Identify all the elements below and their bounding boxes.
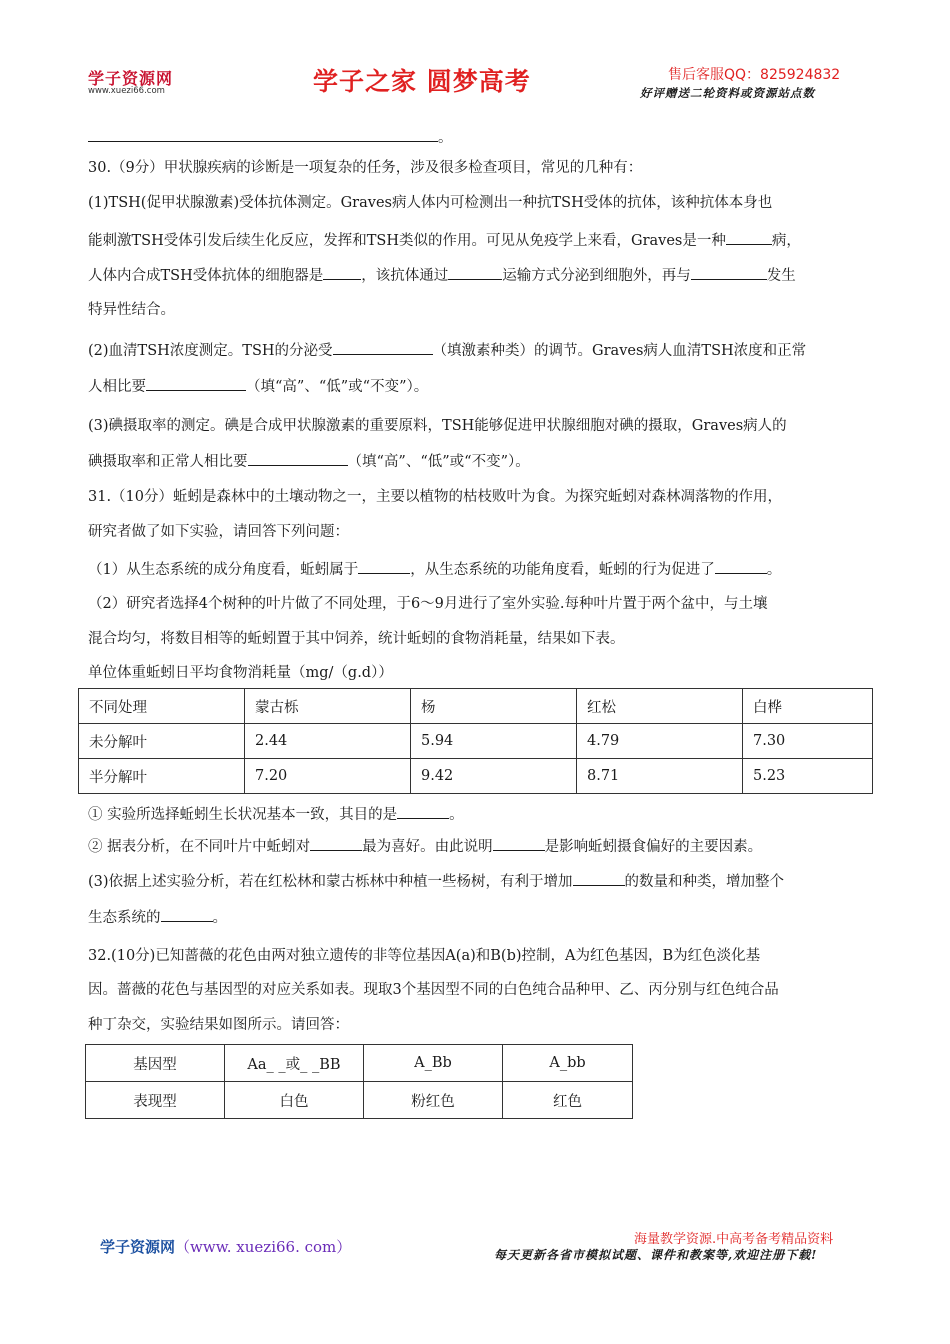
q30-p3-line1: (3)碘摄取率的测定。碘是合成甲状腺激素的重要原料，TSH能够促进甲状腺细胞对碘的摄取，Graves病人的 [88, 418, 787, 434]
q31-p2-line1: （2）研究者选择4个树种的叶片做了不同处理，于6～9月进行了室外实验.每种叶片置于两个盆中，与土壤 [88, 596, 768, 612]
table-row [86, 1045, 633, 1082]
table-cell: 红色 [503, 1082, 633, 1119]
blank [448, 278, 502, 280]
q30-p3-line2: 碘摄取率和正常人相比要 （填“高”、“低”或“不变”）。 [88, 454, 530, 470]
table-header-cell: 红松 [577, 689, 743, 724]
table-header-cell: 杨 [411, 689, 577, 724]
q30-p2-line1: (2)血清TSH浓度测定。TSH的分泌受 （填激素种类）的调节。Graves病人血清TSH浓度和正常 [88, 343, 807, 359]
table-header-cell: 不同处理 [79, 689, 245, 724]
q31-p3-line2: 生态系统的 。 [88, 910, 227, 926]
q30-p1-line3: 人体内合成TSH受体抗体的细胞器是 ，该抗体通过 运输方式分泌到细胞外，再与 发生 [88, 268, 796, 284]
table-cell: 5.23 [743, 759, 873, 794]
table-header-row [79, 689, 873, 724]
table-cell: 半分解叶 [79, 759, 245, 794]
q31-intro-line1: 31.（10分）蚯蚓是森林中的土壤动物之一，主要以植物的枯枝败叶为食。为探究蚯蚓对森林凋落物的作用， [88, 489, 783, 505]
table-cell: 白色 [225, 1082, 364, 1119]
table-cell: 5.94 [411, 724, 577, 759]
table-header-cell: 白桦 [743, 689, 873, 724]
q30-p1-line1: (1)TSH(促甲状腺激素)受体抗体测定。Graves病人体内可检测出一种抗TSH受体的抗体，该种抗体本身也 [88, 195, 773, 211]
q30-intro: 30.（9分）甲状腺疾病的诊断是一项复杂的任务，涉及很多检查项目，常见的几种有： [88, 160, 643, 176]
table-cell: 粉红色 [364, 1082, 503, 1119]
q31-sub1: ① 实验所选择蚯蚓生长状况基本一致，其目的是 。 [88, 807, 464, 823]
blank [726, 243, 772, 245]
site-logo-url: www.xuezi66.com [88, 86, 165, 96]
q32-table [85, 1044, 633, 1119]
blank [333, 353, 433, 355]
table-cell: 7.20 [245, 759, 411, 794]
blank [397, 817, 449, 819]
q32-line2: 因。蔷薇的花色与基因型的对应关系如表。现取3个基因型不同的白色纯合品种甲、乙、丙分别与红色纯合品 [88, 982, 779, 998]
q30-p1-line4: 特异性结合。 [88, 302, 175, 318]
table-cell: Aa_ _或_ _BB [225, 1045, 364, 1082]
footer-update-notice: 每天更新各省市模拟试题、课件和教案等,欢迎注册下载! [494, 1248, 818, 1262]
q32-line1: 32.(10分)已知蔷薇的花色由两对独立遗传的非等位基因A(a)和B(b)控制，A为红色基因，B为红色淡化基 [88, 948, 761, 964]
table-cell: 8.71 [577, 759, 743, 794]
footer-brand-line [100, 1236, 351, 1257]
blank [161, 920, 213, 922]
footer-url[interactable]: （www. xuezi66. com） [175, 1238, 352, 1256]
answer-blank [88, 140, 438, 142]
site-logo: 学子资源网 [88, 69, 174, 88]
header-title: 学子之家 圆梦高考 [313, 67, 531, 96]
blank [310, 849, 362, 851]
q30-p2-line2: 人相比要 （填“高”、“低”或“不变”）。 [88, 379, 429, 395]
table-row [86, 1082, 633, 1119]
end-mark: 。 [438, 130, 453, 146]
q31-p2-line2: 混合均匀，将数目相等的蚯蚓置于其中饲养，统计蚯蚓的食物消耗量，结果如下表。 [88, 631, 625, 647]
table-row [79, 759, 873, 794]
blank [323, 278, 361, 280]
support-qq: 售后客服QQ：825924832 [668, 67, 841, 83]
table-cell: A_Bb [364, 1045, 503, 1082]
table-header-cell: 蒙古栎 [245, 689, 411, 724]
blank [493, 849, 545, 851]
q31-table-caption: 单位体重蚯蚓日平均食物消耗量（mg/（g.d）） [88, 665, 393, 681]
table-cell: 未分解叶 [79, 724, 245, 759]
table-cell: A_bb [503, 1045, 633, 1082]
q31-p3-line1: (3)依据上述实验分析，若在红松林和蒙古栎林中种植一些杨树，有利于增加 的数量和种类，增加整个 [88, 874, 785, 890]
footer-tagline: 海量教学资源.中高考备考精品资料 [634, 1232, 834, 1247]
q31-table [78, 688, 873, 794]
q31-sub2: ② 据表分析，在不同叶片中蚯蚓对 最为喜好。由此说明 是影响蚯蚓摄食偏好的主要因素。 [88, 839, 763, 855]
header-promo: 好评赠送二轮资料或资源站点数 [640, 86, 815, 100]
table-cell: 7.30 [743, 724, 873, 759]
table-cell: 4.79 [577, 724, 743, 759]
table-cell: 9.42 [411, 759, 577, 794]
blank [573, 884, 625, 886]
table-cell: 表现型 [86, 1082, 225, 1119]
table-cell: 2.44 [245, 724, 411, 759]
table-row [79, 724, 873, 759]
table-cell: 基因型 [86, 1045, 225, 1082]
answer-line [88, 126, 453, 147]
blank [691, 278, 767, 280]
blank [146, 389, 246, 391]
q30-p1-line2: 能刺激TSH受体引发后续生化反应，发挥和TSH类似的作用。可见从免疫学上来看，Graves是一种 病， [88, 233, 801, 249]
blank [715, 572, 767, 574]
footer-brand: 学子资源网 [100, 1238, 176, 1256]
q32-line3: 种丁杂交，实验结果如图所示。请回答： [88, 1017, 349, 1033]
q31-p1: （1）从生态系统的成分角度看，蚯蚓属于 ，从生态系统的功能角度看，蚯蚓的行为促进了 。 [88, 562, 782, 578]
blank [358, 572, 410, 574]
blank [248, 464, 348, 466]
q31-intro-line2: 研究者做了如下实验，请回答下列问题： [88, 524, 349, 540]
